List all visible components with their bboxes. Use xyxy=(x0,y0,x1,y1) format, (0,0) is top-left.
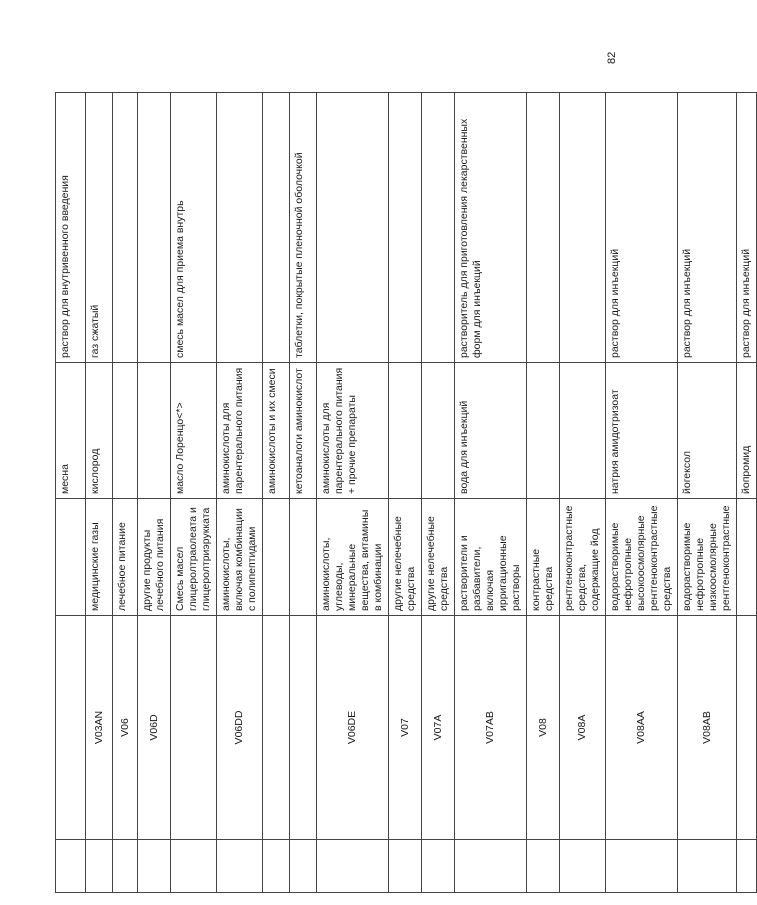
table-row xyxy=(455,93,527,893)
dosage-form xyxy=(422,93,455,363)
anatomical-group: рентгеноконтрастные средства, содержащие йод xyxy=(560,499,606,616)
anatomical-group: лечебное питание xyxy=(113,499,138,616)
anatomical-group: контрастные средства xyxy=(527,499,560,616)
atc-code: V07AB xyxy=(455,616,527,840)
drug-name: йопромид xyxy=(737,363,757,499)
atc-code: V06DD xyxy=(217,616,263,840)
table-row xyxy=(737,93,757,893)
anatomical-group xyxy=(290,499,317,616)
atc-code: V06D xyxy=(138,616,171,840)
row-spacer xyxy=(138,840,171,893)
atc-code xyxy=(56,616,86,840)
table-row xyxy=(56,93,86,893)
drug-name: аминокислоты для парентерального питания xyxy=(217,363,263,499)
dosage-form xyxy=(217,93,263,363)
atc-code: V06 xyxy=(113,616,138,840)
anatomical-group: другие продукты лечебного питания xyxy=(138,499,171,616)
table-row xyxy=(138,93,171,893)
table-row xyxy=(560,93,606,893)
anatomical-group: Смесь масел глицеролтраолеата и глицеролтриэрукката xyxy=(171,499,217,616)
table-row xyxy=(606,93,678,893)
drug-name: кислород xyxy=(86,363,113,499)
row-spacer xyxy=(56,840,86,893)
anatomical-group: растворители и разбавители, включая ирригационные растворы xyxy=(455,499,527,616)
dosage-form: раствор для внутривенного введения xyxy=(56,93,86,363)
anatomical-group: водорастворимые нефротропные низкоосмолярные рентгеноконтрастные xyxy=(678,499,737,616)
atc-code: V06DE xyxy=(317,616,389,840)
row-spacer xyxy=(389,840,422,893)
atc-code xyxy=(290,616,317,840)
atc-code xyxy=(263,616,290,840)
row-spacer xyxy=(317,840,389,893)
row-spacer xyxy=(86,840,113,893)
dosage-form xyxy=(317,93,389,363)
drug-name: натрия амидотризоат xyxy=(606,363,678,499)
drug-name xyxy=(422,363,455,499)
dosage-form xyxy=(527,93,560,363)
table-row xyxy=(317,93,389,893)
dosage-form: таблетки, покрытые пленочной оболочкой xyxy=(290,93,317,363)
drug-name: аминокислоты для парентерального питания + прочие препараты xyxy=(317,363,389,499)
atc-code: V08 xyxy=(527,616,560,840)
table-row xyxy=(263,93,290,893)
table-row xyxy=(527,93,560,893)
drug-name: аминокислоты и их смеси xyxy=(263,363,290,499)
dosage-form xyxy=(138,93,171,363)
atc-code: V03AN xyxy=(86,616,113,840)
document-table xyxy=(55,93,752,893)
row-spacer xyxy=(455,840,527,893)
page-number: 82 xyxy=(606,51,618,64)
row-spacer xyxy=(737,840,757,893)
anatomical-group xyxy=(263,499,290,616)
row-spacer xyxy=(527,840,560,893)
anatomical-group: другие нелечебные средства xyxy=(389,499,422,616)
drug-name xyxy=(560,363,606,499)
dosage-form: раствор для инъекций xyxy=(606,93,678,363)
drug-name xyxy=(113,363,138,499)
drug-name xyxy=(527,363,560,499)
dosage-form: газ сжатый xyxy=(86,93,113,363)
drug-name xyxy=(389,363,422,499)
atc-code xyxy=(171,616,217,840)
table-row xyxy=(389,93,422,893)
dosage-form: смесь масел для приема внутрь xyxy=(171,93,217,363)
atc-code xyxy=(737,616,757,840)
dosage-form: раствор для инъекций xyxy=(737,93,757,363)
row-spacer xyxy=(171,840,217,893)
anatomical-group: медицинские газы xyxy=(86,499,113,616)
row-spacer xyxy=(113,840,138,893)
table-row xyxy=(422,93,455,893)
drug-name xyxy=(138,363,171,499)
dosage-form: растворитель для приготовления лекарственных форм для инъекций xyxy=(455,93,527,363)
drug-name: вода для инъекций xyxy=(455,363,527,499)
dosage-form: раствор для инъекций xyxy=(678,93,737,363)
table-row xyxy=(113,93,138,893)
row-spacer xyxy=(678,840,737,893)
drug-name: йогексол xyxy=(678,363,737,499)
anatomical-group: другие нелечебные средства xyxy=(422,499,455,616)
row-spacer xyxy=(263,840,290,893)
anatomical-group: водорастворимые нефротропные высокоосмолярные рентгеноконтрастные средства xyxy=(606,499,678,616)
table-row xyxy=(86,93,113,893)
drug-name: месна xyxy=(56,363,86,499)
dosage-form xyxy=(389,93,422,363)
atc-code: V07A xyxy=(422,616,455,840)
table-row xyxy=(678,93,737,893)
row-spacer xyxy=(560,840,606,893)
atc-code: V08AB xyxy=(678,616,737,840)
table-row xyxy=(290,93,317,893)
drug-name: масло Лоренцо<*> xyxy=(171,363,217,499)
atc-code: V08A xyxy=(560,616,606,840)
table-row xyxy=(171,93,217,893)
dosage-form xyxy=(560,93,606,363)
atc-code: V07 xyxy=(389,616,422,840)
row-spacer xyxy=(217,840,263,893)
table-row xyxy=(217,93,263,893)
anatomical-group: аминокислоты, углеводы, минеральные вещества, витамины в комбинации xyxy=(317,499,389,616)
anatomical-group xyxy=(737,499,757,616)
dosage-form xyxy=(113,93,138,363)
row-spacer xyxy=(290,840,317,893)
row-spacer xyxy=(422,840,455,893)
row-spacer xyxy=(606,840,678,893)
anatomical-group: аминокислоты, включая комбинации с полипептидами xyxy=(217,499,263,616)
anatomical-group xyxy=(56,499,86,616)
dosage-form xyxy=(263,93,290,363)
atc-code: V08AA xyxy=(606,616,678,840)
drug-name: кетоаналоги аминокислот xyxy=(290,363,317,499)
